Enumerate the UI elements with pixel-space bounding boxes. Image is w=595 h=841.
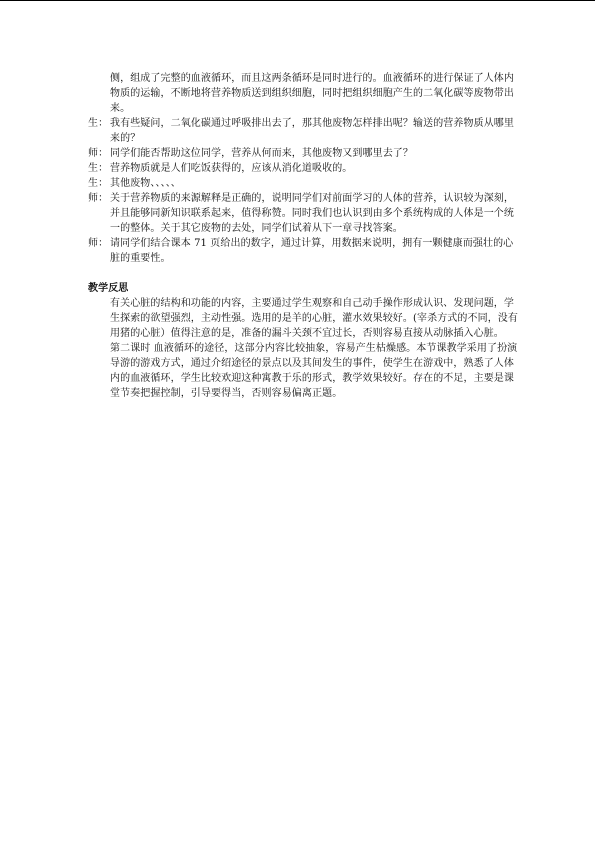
- paragraph-text: 有关心脏的结构和功能的内容，主要通过学生观察和自己动手操作形成认识、发现问题，学生探索的欲望强烈，主动性强。选用的是羊的心脏，灌水效果较好。(宰杀方式的不同，没有用猪的心脏）值得注意的是，准备的漏斗关颈不宜过长，否则容易直接从动脉插入心脏。: [110, 298, 519, 339]
- dialogue-line-teacher-assignment: [88, 236, 518, 266]
- speaker-label: 师：: [88, 193, 109, 204]
- paragraph-text: 第二课时 血液循环的途径，这部分内容比较抽象，容易产生枯燥感。本节课教学采用了扮演导游的游戏方式，通过介绍途径的景点以及其间发生的事件，使学生在游戏中，熟悉了人体内的血液循环，学生比较欢迎这种寓教于乐的形式，教学效果较好。存在的不足，主要是课堂节奏把握控制，引导要得当，否则容易偏离正题。: [110, 343, 518, 399]
- reflection-paragraph: [88, 296, 518, 341]
- continuation-paragraph: [88, 71, 518, 116]
- reflection-paragraph: [88, 341, 518, 401]
- dialogue-line-student-waste: [88, 176, 518, 191]
- dialogue-text: 其他废物、、、、、: [110, 178, 181, 189]
- speaker-label: 生：: [88, 163, 109, 174]
- speaker-label: 生：: [88, 118, 109, 129]
- dialogue-text: 我有些疑问，二氧化碳通过呼吸排出去了，那其他废物怎样排出呢？输送的营养物质从哪里来的？: [110, 118, 514, 144]
- dialogue-line-teacher-comment: [88, 191, 518, 236]
- dialogue-line-student-answer: [88, 161, 518, 176]
- reflection-heading: 教学反思: [88, 283, 129, 294]
- dialogue-text: 请同学们结合课本 71 页给出的数字，通过计算，用数据来说明，拥有一颗健康而强壮的心脏的重要性。: [110, 238, 514, 264]
- speaker-label: 师：: [88, 238, 109, 249]
- speaker-label: 师：: [88, 148, 109, 159]
- dialogue-line-teacher-prompt: [88, 146, 518, 161]
- document-body: [88, 71, 518, 401]
- dialogue-text: 营养物质就是人们吃饭获得的，应该从消化道吸收的。: [110, 163, 353, 174]
- dialogue-text: 关于营养物质的来源解释是正确的，说明同学们对前面学习的人体的营养，认识较为深刻，并且能够同新知识联系起来，值得称赞。同时我们也认识到由多个系统构成的人体是一个统一的整体。关于其它废物的去处，同学们试着从下一章寻找答案。: [110, 193, 514, 234]
- dialogue-text: 同学们能否帮助这位同学，营养从何而来，其他废物又到哪里去了？: [110, 148, 413, 159]
- speaker-label: 生：: [88, 178, 109, 189]
- paragraph-text: 侧，组成了完整的血液循环，而且这两条循环是同时进行的。血液循环的进行保证了人体内物质的运输，不断地将营养物质送到组织细胞，同时把组织细胞产生的二氧化碳等废物带出来。: [110, 73, 514, 114]
- header-rule: [0, 0, 595, 1]
- dialogue-line-student-question: [88, 116, 518, 146]
